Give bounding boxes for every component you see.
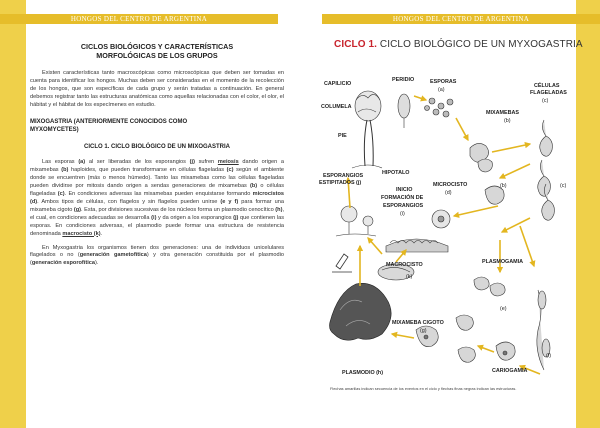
left-running-header: HONGOS DEL CENTRO DE ARGENTINA xyxy=(0,14,278,24)
label-esporas-letter: (a) xyxy=(438,87,445,93)
label-f: (f) xyxy=(546,353,552,359)
cycle-heading: CICLO 1. CICLO BIOLÓGICO DE UN MIXOGASTRIA xyxy=(83,143,230,150)
section-title: CICLOS BIOLÓGICOS Y CARACTERÍSTICAS MORFOLÓGICAS DE LOS GRUPOS xyxy=(80,42,234,60)
plasmogamy-drawing xyxy=(474,277,505,296)
sporangia-formation-drawing xyxy=(386,239,448,252)
label-estipitados: ESTIPITADOS (j) xyxy=(319,180,362,186)
label-celulas: CÉLULAS xyxy=(534,83,560,89)
label-esporas: ESPORAS xyxy=(430,79,457,85)
microcyst-drawing xyxy=(432,210,450,228)
label-peridio: PERIDIO xyxy=(392,77,415,83)
label-e: (e) xyxy=(500,306,507,312)
label-capilicio: CAPILICIO xyxy=(324,81,352,87)
spores-drawing xyxy=(425,98,454,117)
label-mixamebas-letter: (b) xyxy=(504,118,511,124)
label-esporangios: ESPORANGIOS xyxy=(323,173,364,179)
myxamoebae-drawing xyxy=(470,143,504,204)
label-formacion: FORMACIÓN DE xyxy=(381,195,424,201)
label-microcisto-letter: (d) xyxy=(445,190,452,196)
karyogamy-drawing xyxy=(496,342,515,360)
label-pie: PIE xyxy=(338,133,347,139)
label-macrocisto-letter: (k) xyxy=(406,274,413,280)
label-macrocisto: MACROCISTO xyxy=(386,262,423,268)
sporangia-group-drawing xyxy=(336,206,376,236)
peridium-drawing xyxy=(398,94,410,128)
microscope-icon xyxy=(332,254,352,272)
label-hipotalo: HIPOTALO xyxy=(382,170,410,176)
right-running-header: HONGOS DEL CENTRO DE ARGENTINA xyxy=(322,14,600,24)
cycle-paragraph: Las esporas (a) al ser liberadas de los esporangios (j) sufren meiosis dando origen a mixamebas (b) haploides, que pueden transformarse en células flageladas (c) según el ambiente donde se encuentren (más o menos húmedo). Tanto las mixamebas como las células flageladas pueden dividirse por mitosis dando origen a sendas generaciones de mixamebas (b) o células flageladas (c). En condiciones adversas las mixamebas pueden enquistarse formando microcistos (d). Ambos tipos de células, con flagelos y sin flagelos pueden unirse (e y f) para formar una mixameba cigoto (g). Esta, por divisiones sucesivas de los núcleos forma un plasmodio cenocítico (h), el cual, en condiciones adecuadas se desarrolla (i) y da origen a los esporangios (j) que contienen las esporas. En condiciones adversas, el plasmodio puede formar una estructura de resistencia denominada macrocisto (k). xyxy=(30,159,285,237)
label-c2: (c) xyxy=(560,183,567,189)
stalked-sporangium-drawing xyxy=(352,91,382,168)
label-inicio: INICIO xyxy=(396,187,413,193)
label-mixameba-cigoto: MIXAMEBA CIGOTO xyxy=(392,320,444,326)
label-mixamebas: MIXAMEBAS xyxy=(486,110,519,116)
figure-title: CICLO 1. CICLO BIOLÓGICO DE UN MYXOGASTRIA xyxy=(334,39,583,50)
label-microcisto: MICROCISTO xyxy=(433,182,468,188)
label-columela: COLUMELA xyxy=(321,104,352,110)
label-plasmogamia: PLASMOGAMIA xyxy=(482,259,524,265)
generations-paragraph: En Myxogastria los organismos tienen dos generaciones: una de individuos unicelulares flagelados o no (generación gametofítica) y otra generación constituida por el plasmodio (generación esporofítica). xyxy=(30,244,284,267)
label-g: (g) xyxy=(420,328,427,334)
intro-paragraph: Existen características tanto macroscópicas como microscópicas que deben ser tomadas en cuenta para identificar los hongos. Muchas deben ser consideradas en el momento de la recolección de los hongos, que son específicas de cada grupo y serán tratadas a continuación. En general debemos registrar tanto las estructuras anatómicas como aquellas relacionadas con el color, el olor, el hábitat y el hábitat de los especímenes en estudio. xyxy=(30,70,284,108)
group-heading: MIXOGASTRIA (ANTERIORMENTE CONOCIDOS COMO MYXOMYCETES) xyxy=(30,118,188,133)
label-plasmodio: PLASMODIO (h) xyxy=(342,370,384,376)
label-cariogamia: CARIOGAMIA xyxy=(492,368,528,374)
plasmodium-drawing xyxy=(330,283,392,340)
figure-caption: Flechas amarillas indican secuencia de los eventos en el ciclo y flechas finas negras indican las estructuras. xyxy=(330,386,517,391)
label-inicio-letter: (i) xyxy=(400,211,405,217)
label-esporangios2: ESPORANGIOS xyxy=(383,203,424,209)
flagellated-cells-drawing xyxy=(538,120,555,220)
label-flageladas: FLAGELADAS xyxy=(530,90,567,96)
label-b2: (b) xyxy=(500,183,507,189)
label-celulas-letter: (c) xyxy=(542,98,549,104)
